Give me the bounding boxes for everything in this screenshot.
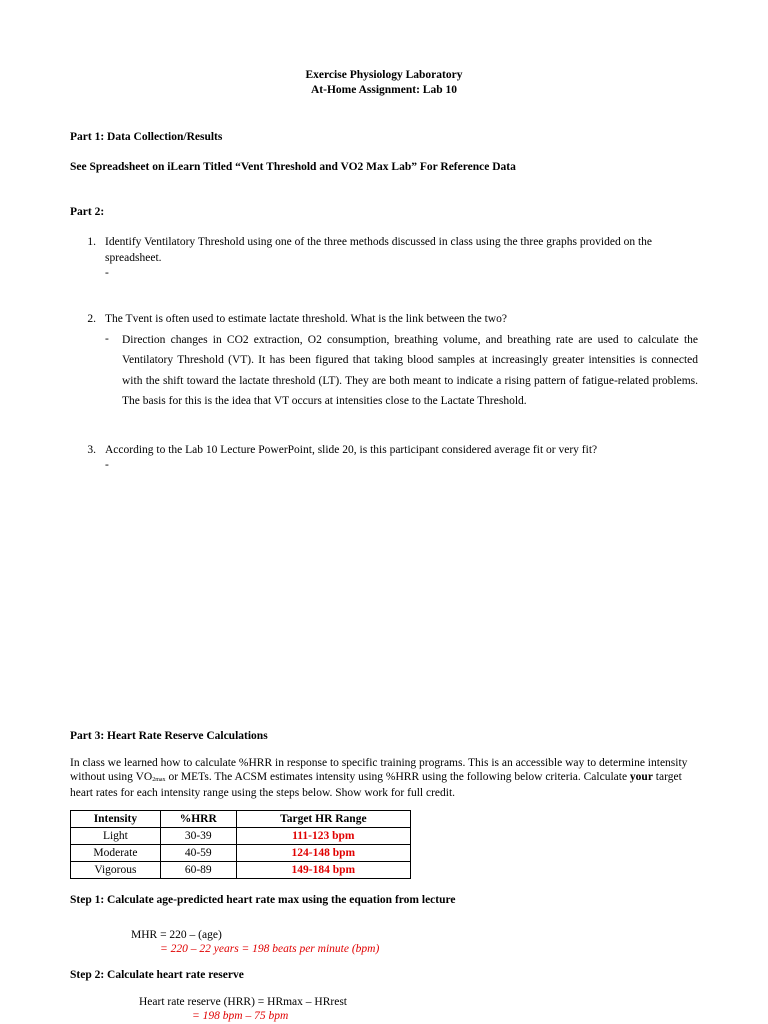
question-1-line2: spreadsheet.	[105, 252, 162, 264]
table-row	[71, 845, 411, 862]
part3-intro-line1: In class we learned how to calculate %HRR in response to specific training programs. This is an accessible way to determine intensity	[70, 757, 688, 769]
step2-formula: Heart rate reserve (HRR) = HRmax – HRrest	[139, 996, 347, 1008]
question-2-number: 2.	[87, 313, 96, 325]
step1-formula: MHR = 220 – (age)	[131, 929, 222, 941]
column-header-hrr: %HRR	[160, 811, 236, 828]
part1-reference: See Spreadsheet on iLearn Titled “Vent Threshold and VO2 Max Lab” For Reference Data	[70, 161, 516, 173]
target-hr-table	[70, 810, 411, 879]
question-1-answer: -	[105, 267, 109, 279]
step1-answer: = 220 – 22 years = 198 beats per minute (bpm)	[160, 943, 380, 955]
document-title: Exercise Physiology Laboratory	[305, 69, 463, 81]
question-2-text: The Tvent is often used to estimate lactate threshold. What is the link between the two?	[105, 313, 507, 325]
target-range-cell: 124-148 bpm	[236, 845, 410, 862]
table-row	[71, 862, 411, 879]
intensity-cell: Vigorous	[71, 862, 161, 879]
part2-heading: Part 2:	[70, 206, 105, 218]
step2-answer: = 198 bpm – 75 bpm	[192, 1010, 289, 1022]
question-3-text: According to the Lab 10 Lecture PowerPoint, slide 20, is this participant considered average fit or very fit?	[105, 444, 598, 456]
intensity-cell: Light	[71, 828, 161, 845]
part3-intro-line3: heart rates for each intensity range using the steps below. Show work for full credit.	[70, 787, 456, 799]
part3-heading: Part 3: Heart Rate Reserve Calculations	[70, 730, 268, 742]
part3-intro-line2: without using $VO_{2max}$ or METs. The ACSM estimates intensity using %HRR using the following below criteria. Calculate your target	[70, 770, 682, 783]
question-2-answer: Direction changes in CO2 extraction, O2 consumption, breathing volume, and breathing rate are used to calculate the Ventilatory Threshold (VT). It has been figured that taking blood samples at increasingly greater intensities is connected with the shift toward the lactate threshold (LT). They are both meant to indicate a rising pattern of fatigue-related problems. The basis for this is the idea that VT occurs at intensities close to the Lactate Threshold.	[122, 334, 698, 407]
question-3-answer: -	[105, 459, 109, 471]
intensity-cell: Moderate	[71, 845, 161, 862]
target-range-cell: 149-184 bpm	[236, 862, 410, 879]
question-2-bullet: -	[105, 333, 109, 345]
step2-heading: Step 2: Calculate heart rate reserve	[70, 969, 244, 981]
step1-heading: Step 1: Calculate age-predicted heart rate max using the equation from lecture	[70, 894, 456, 906]
hrr-cell: 30-39	[160, 828, 236, 845]
target-range-cell: 111-123 bpm	[236, 828, 410, 845]
hrr-cell: 60-89	[160, 862, 236, 879]
column-header-intensity: Intensity	[71, 811, 161, 828]
question-1-number: 1.	[87, 236, 96, 248]
document-subtitle: At-Home Assignment: Lab 10	[311, 84, 457, 96]
question-1-line1: Identify Ventilatory Threshold using one of the three methods discussed in class using the three graphs provided on the	[105, 236, 652, 248]
part1-heading: Part 1: Data Collection/Results	[70, 131, 223, 143]
table-row	[71, 828, 411, 845]
hrr-cell: 40-59	[160, 845, 236, 862]
column-header-target-range: Target HR Range	[236, 811, 410, 828]
question-3-number: 3.	[87, 444, 96, 456]
table-header-row	[71, 811, 411, 828]
part3-intro	[70, 757, 710, 801]
